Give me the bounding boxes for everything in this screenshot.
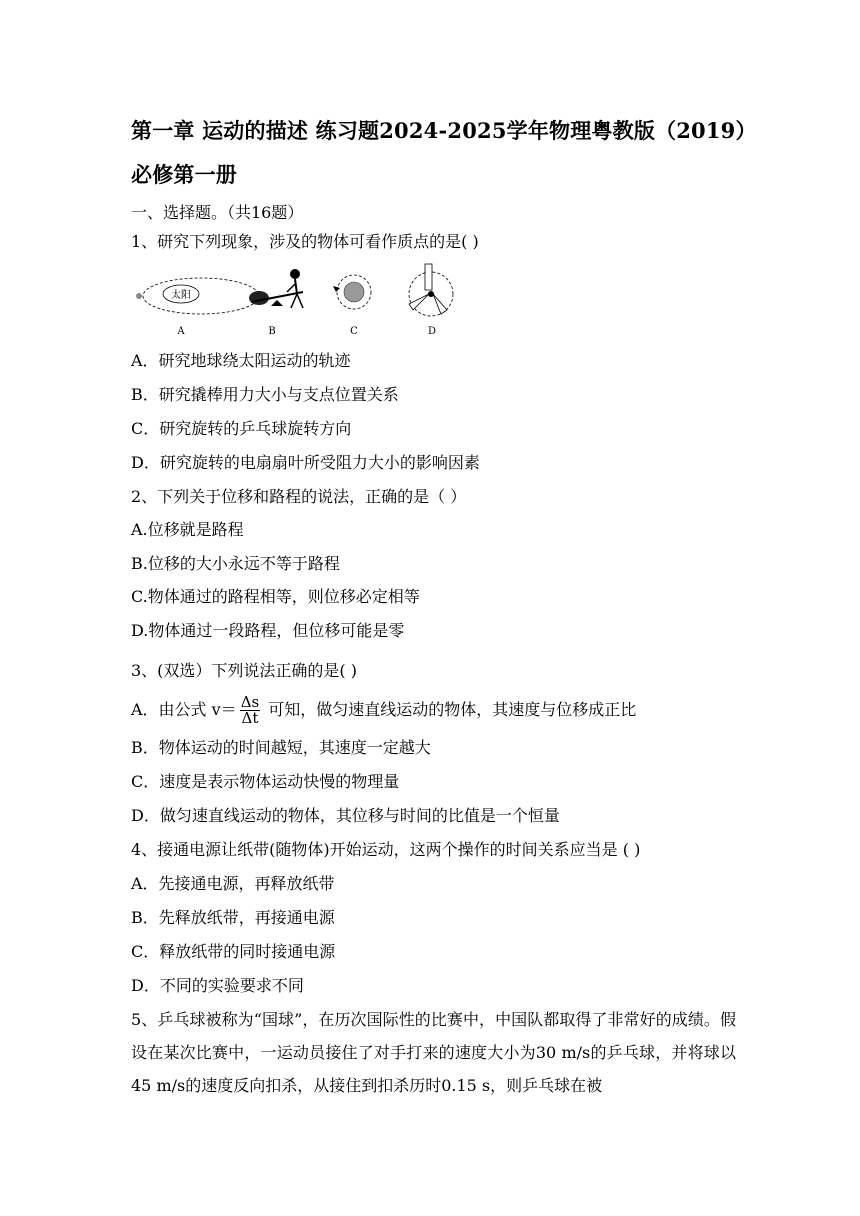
q1-option-d: D．研究旋转的电扇扇叶所受阻力大小的影响因素 xyxy=(131,453,480,472)
figure-sun-label: 太阳 xyxy=(171,290,191,301)
q3-option-a xyxy=(131,693,636,727)
q4-option-a: A．先接通电源，再释放纸带 xyxy=(131,874,335,893)
q4-option-c: C．释放纸带的同时接通电源 xyxy=(131,942,336,961)
figure-c-ball xyxy=(333,275,371,337)
q1-option-c: C．研究旋转的乒乓球旋转方向 xyxy=(131,419,352,438)
q2-option-d: D.物体通过一段路程，但位移可能是零 xyxy=(131,621,405,640)
figure-label-c: C xyxy=(350,326,358,337)
q2-option-c: C.物体通过的路程相等，则位移必定相等 xyxy=(131,587,420,606)
fraction-denominator: Δt xyxy=(241,709,259,727)
q4-option-b: B．先释放纸带，再接通电源 xyxy=(131,908,335,927)
q1-stem: 1、研究下列现象，涉及的物体可看作质点的是( ) xyxy=(131,232,479,251)
q1-option-b: B．研究撬棒用力大小与支点位置关系 xyxy=(131,385,399,404)
q1-option-a: A．研究地球绕太阳运动的轨迹 xyxy=(131,351,351,370)
figure-d-fan xyxy=(409,264,453,337)
q5-text: 5、乒乓球被称为“国球”，在历次国际性的比赛中，中国队都取得了非常好的成绩。假设在某次比赛中，一运动员接住了对手打来的速度大小为30 m/s的乒乓球，并将球以45 m/s的速度反向扣杀，从接住到扣杀历时0.15 s，则乒乓球在被 xyxy=(131,1010,736,1095)
q3-stem: 3、(双选）下列说法正确的是( ) xyxy=(131,661,357,680)
q3-option-a-suffix: 可知，做匀速直线运动的物体，其速度与位移成正比 xyxy=(263,700,637,719)
q2-stem: 2、下列关于位移和路程的说法，正确的是（ ） xyxy=(131,487,467,506)
section-heading: 一、选择题。（共16题） xyxy=(131,203,304,222)
q3-option-d: D．做匀速直线运动的物体，其位移与时间的比值是一个恒量 xyxy=(131,806,560,825)
q2-option-b: B.位移的大小永远不等于路程 xyxy=(131,554,340,573)
figure-a-orbit xyxy=(136,278,259,337)
q1-figure xyxy=(131,262,471,342)
q3-option-a-prefix: A．由公式 v＝ xyxy=(131,700,237,719)
document-title-line1: 第一章 运动的描述 练习题2024-2025学年物理粤教版（2019） xyxy=(131,118,757,143)
q3-option-b: B．物体运动的时间越短，其速度一定越大 xyxy=(131,738,431,757)
figure-b-lever xyxy=(249,269,303,337)
q3-option-c: C．速度是表示物体运动快慢的物理量 xyxy=(131,772,400,791)
q4-option-d: D．不同的实验要求不同 xyxy=(131,976,304,995)
fraction-numerator: Δs xyxy=(240,693,260,711)
figure-label-d: D xyxy=(427,326,437,337)
document-title-line2: 必修第一册 xyxy=(131,162,237,187)
q4-stem: 4、接通电源让纸带(随物体)开始运动，这两个操作的时间关系应当是 ( ) xyxy=(131,840,641,859)
velocity-fraction xyxy=(240,695,261,726)
q2-option-a: A.位移就是路程 xyxy=(131,520,244,539)
figure-label-b: B xyxy=(268,326,276,337)
figure-label-a: A xyxy=(177,326,185,337)
